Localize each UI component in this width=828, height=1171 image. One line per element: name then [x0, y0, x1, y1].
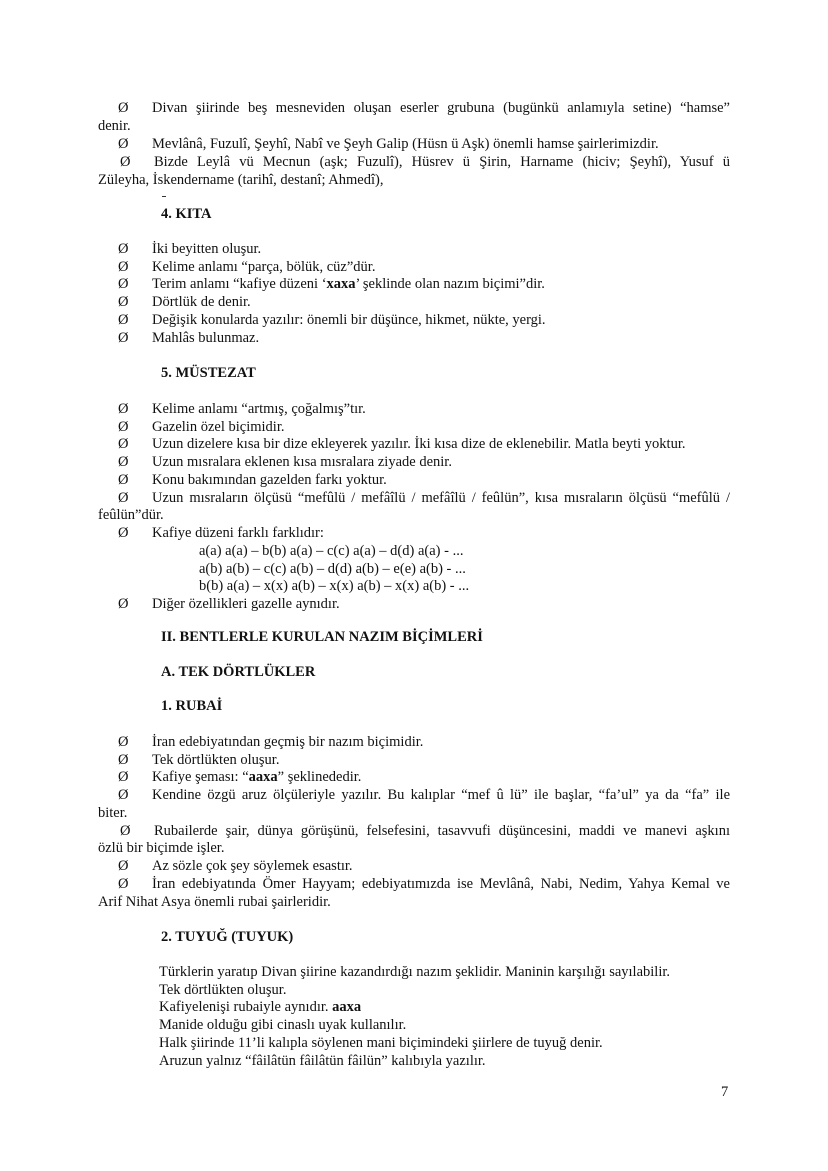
list-item: Ø Konu bakımından gazelden farkı yoktur. — [118, 472, 387, 488]
rhyme-scheme-line: a(a) a(a) – b(b) a(a) – c(c) a(a) – d(d) a(a) - ... — [199, 543, 464, 559]
text-line: Manide olduğu gibi cinaslı uyak kullanılır. — [159, 1017, 407, 1033]
list-item: Ø Kelime anlamı “parça, bölük, cüz”dür. — [118, 259, 376, 275]
list-item: Ø Dörtlük de denir. — [118, 294, 251, 310]
list-item: Ø Uzun mısralara eklenen kısa mısralara ziyade denir. — [118, 454, 452, 470]
list-item: Ø Kelime anlamı “artmış, çoğalmış”tır. — [118, 401, 366, 417]
list-item-continuation: Arif Nihat Asya önemli rubai şairleridir. — [98, 894, 331, 910]
list-item: Ø Değişik konularda yazılır: önemli bir düşünce, hikmet, nükte, yergi. — [118, 312, 546, 328]
section-heading-rubai: 1. RUBAİ — [161, 698, 223, 714]
list-item-continuation: feûlün”dür. — [98, 507, 164, 523]
list-item: Ø Tek dörtlükten oluşur. — [118, 752, 280, 768]
list-item: Ø Gazelin özel biçimidir. — [118, 419, 285, 435]
list-item: Ø Kafiye şeması: “aaxa” şeklinededir. — [118, 769, 362, 785]
hamse-line-2: denir. — [98, 118, 131, 134]
list-item: Ø İran edebiyatından geçmiş bir nazım biçimidir. — [118, 734, 424, 750]
list-item: Ø Kendine özgü aruz ölçüleriyle yazılır. Bu kalıplar “mef û lü” ile başlar, “fa’ul” ya da “fa” ile — [118, 787, 730, 803]
hamse-line-3: Ø Mevlânâ, Fuzulî, Şeyhî, Nabî ve Şeyh Galip (Hüsn ü Aşk) önemli hamse şairlerimizdir. — [118, 136, 659, 152]
list-item: Ø Rubailerde şair, dünya görüşünü, felsefesini, tasavvufi düşüncesini, maddi ve manevi aşkını — [120, 823, 730, 839]
section-heading-tuyug: 2. TUYUĞ (TUYUK) — [161, 929, 294, 945]
section-heading-mustezat: 5. MÜSTEZAT — [161, 365, 256, 381]
list-item: Ø Kafiye düzeni farklı farklıdır: — [118, 525, 324, 541]
list-item: Ø Az sözle çok şey söylemek esastır. — [118, 858, 353, 874]
subsection-heading-tek-dortlukler: A. TEK DÖRTLÜKLER — [161, 664, 316, 680]
text-line: Halk şiirinde 11’li kalıpla söylenen mani biçimindeki şiirlere de tuyuğ denir. — [159, 1035, 603, 1051]
section-heading-bentler: II. BENTLERLE KURULAN NAZIM BİÇİMLERİ — [161, 629, 483, 645]
hamse-line-1: Ø Divan şiirinde beş mesneviden oluşan eserler grubuna (bugünkü anlamıyla setine) “hamse” — [118, 100, 730, 116]
stray-mark — [162, 196, 166, 197]
list-item-continuation: biter. — [98, 805, 128, 821]
list-item: Ø İki beyitten oluşur. — [118, 241, 262, 257]
bullet: Ø — [118, 100, 129, 116]
hamse-line-4: Ø Bizde Leylâ vü Mecnun (aşk; Fuzulî), Hüsrev ü Şirin, Harname (hiciv; Şeyhî), Yusuf ü — [120, 154, 730, 170]
list-item: Ø Diğer özellikleri gazelle aynıdır. — [118, 596, 340, 612]
text-line: Aruzun yalnız “fâilâtün fâilâtün fâilün” kalıbıyla yazılır. — [159, 1053, 486, 1069]
hamse-line-5: Züleyha, İskendername (tarihî, destanî; Ahmedî), — [98, 172, 384, 188]
text-line: Türklerin yaratıp Divan şiirine kazandırdığı nazım şeklidir. Maninin karşılığı sayılabilir. — [159, 964, 671, 980]
rhyme-scheme-line: b(b) a(a) – x(x) a(b) – x(x) a(b) – x(x) a(b) - ... — [199, 578, 470, 594]
text-line: Tek dörtlükten oluşur. — [159, 982, 287, 998]
list-item: Ø Uzun mısraların ölçüsü “mefûlü / mefâîlü / mefâîlü / feûlün”, kısa mısraların ölçüsü “mefûlü / — [118, 490, 730, 506]
list-item: Ø Uzun dizelere kısa bir dize ekleyerek yazılır. İki kısa dize de eklenebilir. Matla beyti yoktur. — [118, 436, 686, 452]
list-item-continuation: özlü bir biçimde işler. — [98, 840, 225, 856]
list-item: Ø İran edebiyatında Ömer Hayyam; edebiyatımızda ise Mevlânâ, Nabi, Nedim, Yahya Kemal ve — [118, 876, 730, 892]
rhyme-scheme-line: a(b) a(b) – c(c) a(b) – d(d) a(b) – e(e) a(b) - ... — [199, 561, 466, 577]
list-item: Ø Mahlâs bulunmaz. — [118, 330, 260, 346]
list-item: Ø Terim anlamı “kafiye düzeni ‘xaxa’ şeklinde olan nazım biçimi”dir. — [118, 276, 545, 292]
section-heading-kita: 4. KITA — [161, 206, 212, 222]
text-line: Kafiyelenişi rubaiyle aynıdır. aaxa — [159, 999, 362, 1015]
page-number: 7 — [721, 1084, 729, 1100]
